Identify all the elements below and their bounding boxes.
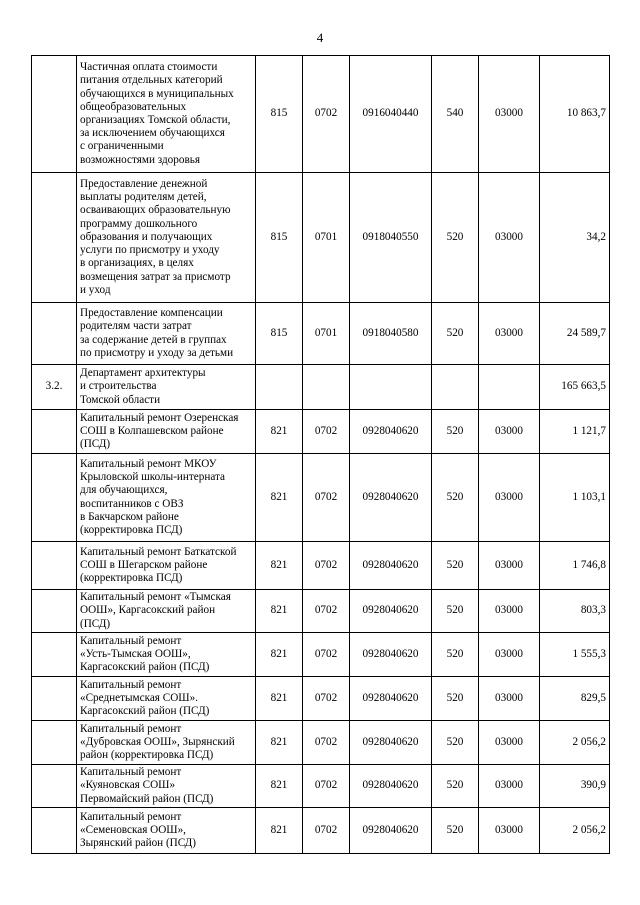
section-code: 0702 bbox=[303, 633, 350, 677]
table-row bbox=[32, 303, 610, 365]
target-code bbox=[350, 365, 432, 410]
section-code: 0701 bbox=[303, 173, 350, 303]
table-row bbox=[32, 454, 610, 542]
expense-type-code: 520 bbox=[432, 303, 479, 365]
section-code: 0702 bbox=[303, 590, 350, 633]
sum-value: 2 056,2 bbox=[540, 808, 610, 854]
table-row bbox=[32, 173, 610, 303]
expense-type-code: 520 bbox=[432, 454, 479, 542]
target-code: 0928040620 bbox=[350, 633, 432, 677]
row-number bbox=[32, 303, 77, 365]
sum-value: 1 121,7 bbox=[540, 410, 610, 454]
kosgu-code: 03000 bbox=[479, 808, 540, 854]
ministry-code: 821 bbox=[256, 721, 303, 765]
row-number bbox=[32, 590, 77, 633]
sum-value: 2 056,2 bbox=[540, 721, 610, 765]
expense-type-code: 520 bbox=[432, 808, 479, 854]
kosgu-code: 03000 bbox=[479, 721, 540, 765]
row-name: Капитальный ремонт МКОУ Крыловской школы-интерната для обучающихся, воспитанников с ОВЗ в Бакчарском районе (корректировка ПСД) bbox=[77, 454, 256, 542]
target-code: 0928040620 bbox=[350, 590, 432, 633]
row-number bbox=[32, 56, 77, 173]
section-code: 0702 bbox=[303, 454, 350, 542]
row-name: Капитальный ремонт «Тымская ООШ», Каргасокский район (ПСД) bbox=[77, 590, 256, 633]
kosgu-code: 03000 bbox=[479, 542, 540, 590]
row-number bbox=[32, 808, 77, 854]
table-body bbox=[32, 56, 610, 854]
section-code: 0701 bbox=[303, 303, 350, 365]
row-name: Департамент архитектуры и строительства Томской области bbox=[77, 365, 256, 410]
kosgu-code: 03000 bbox=[479, 173, 540, 303]
row-name: Капитальный ремонт Озеренская СОШ в Колпашевском районе (ПСД) bbox=[77, 410, 256, 454]
target-code: 0928040620 bbox=[350, 677, 432, 721]
page-number: 4 bbox=[316, 30, 324, 45]
ministry-code: 821 bbox=[256, 590, 303, 633]
target-code: 0928040620 bbox=[350, 454, 432, 542]
expense-type-code: 520 bbox=[432, 633, 479, 677]
ministry-code: 821 bbox=[256, 542, 303, 590]
table-row bbox=[32, 542, 610, 590]
target-code: 0928040620 bbox=[350, 808, 432, 854]
row-name: Капитальный ремонт Баткатской СОШ в Шегарском районе (корректировка ПСД) bbox=[77, 542, 256, 590]
ministry-code: 821 bbox=[256, 633, 303, 677]
table-row bbox=[32, 56, 610, 173]
row-number bbox=[32, 677, 77, 721]
section-code: 0702 bbox=[303, 808, 350, 854]
row-number bbox=[32, 542, 77, 590]
kosgu-code: 03000 bbox=[479, 765, 540, 808]
target-code: 0916040440 bbox=[350, 56, 432, 173]
kosgu-code: 03000 bbox=[479, 56, 540, 173]
expense-type-code: 520 bbox=[432, 590, 479, 633]
expense-type-code: 520 bbox=[432, 677, 479, 721]
kosgu-code bbox=[479, 365, 540, 410]
ministry-code: 815 bbox=[256, 303, 303, 365]
sum-value: 1 555,3 bbox=[540, 633, 610, 677]
expense-type-code: 520 bbox=[432, 410, 479, 454]
ministry-code: 821 bbox=[256, 454, 303, 542]
row-number bbox=[32, 173, 77, 303]
ministry-code: 821 bbox=[256, 765, 303, 808]
kosgu-code: 03000 bbox=[479, 633, 540, 677]
row-name: Капитальный ремонт «Среднетымская СОШ». Каргасокский район (ПСД) bbox=[77, 677, 256, 721]
ministry-code: 815 bbox=[256, 56, 303, 173]
ministry-code: 821 bbox=[256, 410, 303, 454]
kosgu-code: 03000 bbox=[479, 454, 540, 542]
kosgu-code: 03000 bbox=[479, 677, 540, 721]
table-row bbox=[32, 808, 610, 854]
table-row bbox=[32, 410, 610, 454]
row-name: Частичная оплата стоимости питания отдельных категорий обучающихся в муниципальных общеобразовательных организациях Томской области, за исключением обучающихся с ограниченными возможностями здоровья bbox=[77, 56, 256, 173]
expense-type-code: 520 bbox=[432, 721, 479, 765]
sum-value: 1 103,1 bbox=[540, 454, 610, 542]
section-code: 0702 bbox=[303, 677, 350, 721]
sum-value: 10 863,7 bbox=[540, 56, 610, 173]
target-code: 0928040620 bbox=[350, 542, 432, 590]
expense-type-code bbox=[432, 365, 479, 410]
target-code: 0928040620 bbox=[350, 410, 432, 454]
table-row bbox=[32, 721, 610, 765]
ministry-code: 821 bbox=[256, 677, 303, 721]
sum-value: 165 663,5 bbox=[540, 365, 610, 410]
target-code: 0918040580 bbox=[350, 303, 432, 365]
row-name: Капитальный ремонт «Усть-Тымская ООШ», Каргасокский район (ПСД) bbox=[77, 633, 256, 677]
row-name: Предоставление денежной выплаты родителям детей, осваивающих образовательную программу дошкольного образования и получающих услуги по присмотру и уходу в организациях, в целях возмещения затрат за присмотр и уход bbox=[77, 173, 256, 303]
row-number bbox=[32, 410, 77, 454]
row-number bbox=[32, 721, 77, 765]
section-code: 0702 bbox=[303, 721, 350, 765]
row-number bbox=[32, 633, 77, 677]
table-row bbox=[32, 765, 610, 808]
row-name: Капитальный ремонт «Семеновская ООШ», Зырянский район (ПСД) bbox=[77, 808, 256, 854]
section-code bbox=[303, 365, 350, 410]
kosgu-code: 03000 bbox=[479, 410, 540, 454]
sum-value: 390,9 bbox=[540, 765, 610, 808]
row-name: Предоставление компенсации родителям части затрат за содержание детей в группах по присмотру и уходу за детьми bbox=[77, 303, 256, 365]
row-number bbox=[32, 765, 77, 808]
ministry-code: 821 bbox=[256, 808, 303, 854]
sum-value: 24 589,7 bbox=[540, 303, 610, 365]
expense-type-code: 540 bbox=[432, 56, 479, 173]
sum-value: 1 746,8 bbox=[540, 542, 610, 590]
sum-value: 34,2 bbox=[540, 173, 610, 303]
target-code: 0918040550 bbox=[350, 173, 432, 303]
row-number bbox=[32, 454, 77, 542]
target-code: 0928040620 bbox=[350, 765, 432, 808]
expense-type-code: 520 bbox=[432, 542, 479, 590]
expense-type-code: 520 bbox=[432, 765, 479, 808]
expense-type-code: 520 bbox=[432, 173, 479, 303]
table-row bbox=[32, 365, 610, 410]
table-row bbox=[32, 590, 610, 633]
target-code: 0928040620 bbox=[350, 721, 432, 765]
sum-value: 829,5 bbox=[540, 677, 610, 721]
row-number: 3.2. bbox=[32, 365, 77, 410]
sum-value: 803,3 bbox=[540, 590, 610, 633]
section-code: 0702 bbox=[303, 765, 350, 808]
ministry-code: 815 bbox=[256, 173, 303, 303]
section-code: 0702 bbox=[303, 410, 350, 454]
table-row bbox=[32, 677, 610, 721]
row-name: Капитальный ремонт «Куяновская СОШ» Первомайский район (ПСД) bbox=[77, 765, 256, 808]
kosgu-code: 03000 bbox=[479, 303, 540, 365]
section-code: 0702 bbox=[303, 56, 350, 173]
kosgu-code: 03000 bbox=[479, 590, 540, 633]
budget-table bbox=[31, 55, 610, 854]
section-code: 0702 bbox=[303, 542, 350, 590]
row-name: Капитальный ремонт «Дубровская ООШ», Зырянский район (корректировка ПСД) bbox=[77, 721, 256, 765]
table-row bbox=[32, 633, 610, 677]
ministry-code bbox=[256, 365, 303, 410]
